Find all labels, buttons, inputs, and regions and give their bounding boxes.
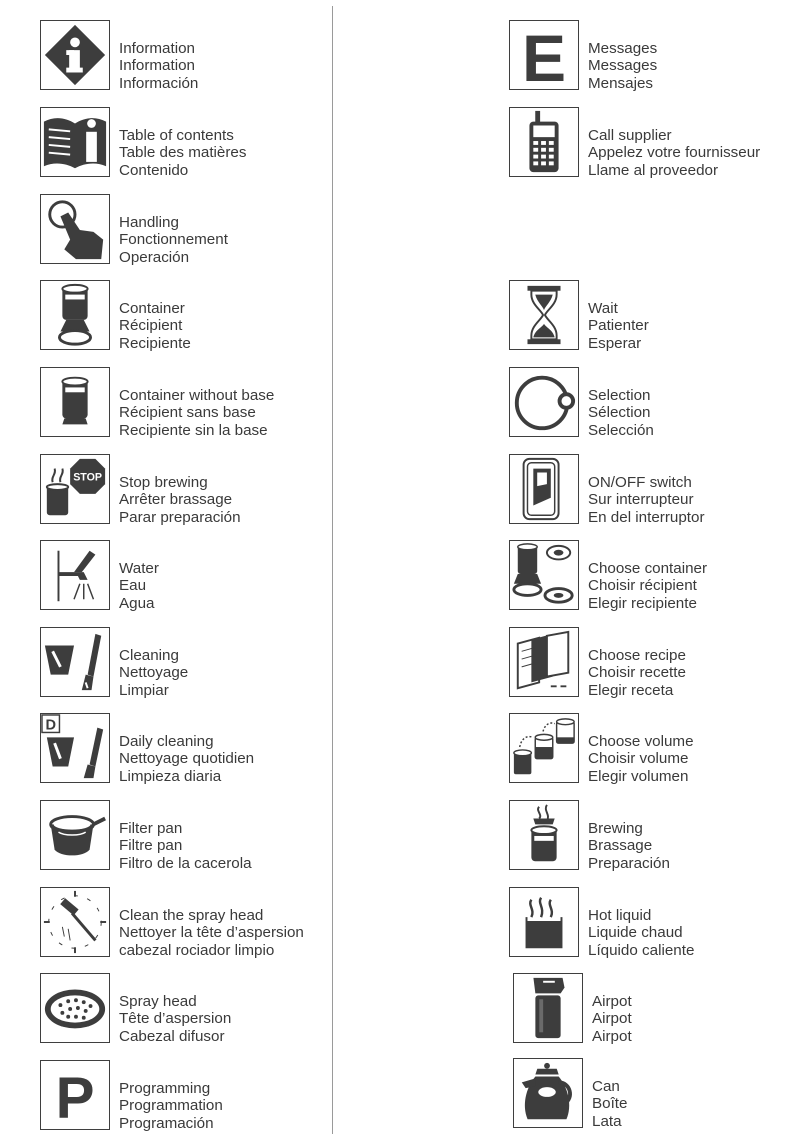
label-fr: Programmation [119,1097,223,1115]
cleaning-icon [40,627,110,697]
label-es: Esperar [588,334,642,352]
airpot-icon [513,973,583,1043]
label-es: Contenido [119,161,189,179]
legend-labels [119,993,231,1045]
stop-brewing-icon [40,454,110,524]
label-en: Wait [588,300,618,317]
legend-labels [119,40,198,92]
label-en: Choose volume [588,733,694,750]
label-es: Agua [119,594,155,612]
label-en: Messages [588,40,658,57]
label-fr: Nettoyage quotidien [119,750,255,768]
wait-icon [509,280,579,350]
label-fr: Choisir volume [588,750,689,768]
legend-labels [119,300,191,352]
label-en: Choose recipe [588,647,686,664]
daily-badge-text: D [45,717,56,734]
label-fr: Liquide chaud [588,924,683,942]
label-es: Limpiar [119,681,169,699]
legend-labels [588,127,760,179]
legend-labels [119,1080,223,1132]
label-es: Filtro de la cacerola [119,854,252,872]
label-en: Brewing [588,820,643,837]
label-fr: Patienter [588,317,649,335]
legend-labels [588,474,705,526]
label-fr: Table des matières [119,144,247,162]
call-supplier-icon [509,107,579,177]
messages-badge-text: E [521,21,567,89]
hot-liquid-icon [509,887,579,957]
label-es: Información [119,74,199,92]
label-fr: Messages [588,57,658,75]
label-fr: Eau [119,577,147,595]
label-en: Handling [119,214,179,231]
label-en: Selection [588,387,651,404]
label-es: Elegir receta [588,681,674,699]
programming-badge-text: P [55,1065,95,1129]
label-en: Daily cleaning [119,733,214,750]
label-en: Water [119,560,159,577]
programming-icon [40,1060,110,1130]
label-fr: Fonctionnement [119,231,228,249]
label-fr: Arrêter brassage [119,491,233,509]
label-es: En del interruptor [588,508,705,526]
label-fr: Tête d’aspersion [119,1010,232,1028]
label-fr: Filtre pan [119,837,183,855]
legend-labels [119,733,254,785]
label-en: Information [119,40,195,57]
legend-labels [588,40,657,92]
legend-labels [588,387,654,439]
legend-labels [119,647,188,699]
choose-volume-icon [509,713,579,783]
label-en: Clean the spray head [119,907,264,924]
choose-recipe-icon [509,627,579,697]
legend-labels [588,820,670,872]
legend-labels [119,907,304,959]
legend-labels [119,214,228,266]
label-es: Líquido caliente [588,941,695,959]
label-es: cabezal rociador limpio [119,941,275,959]
stop-sign-text: STOP [73,471,103,484]
label-en: Airpot [592,993,632,1010]
label-fr: Choisir récipient [588,577,697,595]
label-es: Preparación [588,854,670,872]
label-es: Airpot [592,1027,632,1045]
spray-head-icon [40,973,110,1043]
label-fr: Sur interrupteur [588,491,694,509]
legend-labels [588,560,707,612]
water-icon [40,540,110,610]
label-fr: Nettoyage [119,664,189,682]
label-en: Choose container [588,560,708,577]
label-fr: Appelez votre fournisseur [588,144,761,162]
label-es: Recipiente [119,334,191,352]
handling-icon [40,194,110,264]
filter-pan-icon [40,800,110,870]
choose-container-icon [509,540,579,610]
table-of-contents-icon [40,107,110,177]
label-es: Selección [588,421,654,439]
label-es: Elegir volumen [588,767,689,785]
daily-cleaning-icon [40,713,110,783]
label-fr: Choisir recette [588,664,686,682]
label-fr: Information [119,57,195,75]
label-es: Cabezal difusor [119,1027,225,1045]
legend-labels [588,300,649,352]
label-fr: Sélection [588,404,651,422]
legend-labels [119,387,274,439]
legend-labels [119,474,241,526]
column-divider [332,6,333,1134]
label-fr: Nettoyer la tête d’aspersion [119,924,304,942]
label-fr: Brassage [588,837,653,855]
legend-labels [119,127,246,179]
label-fr: Récipient [119,317,183,335]
selection-icon [509,367,579,437]
label-es: Recipiente sin la base [119,421,268,439]
clean-spray-head-icon [40,887,110,957]
label-es: Lata [592,1112,622,1130]
label-fr: Récipient sans base [119,404,256,422]
label-en: Spray head [119,993,197,1010]
brewing-icon [509,800,579,870]
label-en: Table of contents [119,127,234,144]
on-off-switch-icon [509,454,579,524]
label-fr: Boîte [592,1095,628,1113]
legend-labels [592,1078,627,1130]
label-en: Stop brewing [119,474,208,491]
label-en: Container without base [119,387,275,404]
messages-icon [509,20,579,90]
label-es: Mensajes [588,74,653,92]
container-without-base-icon [40,367,110,437]
label-es: Elegir recipiente [588,594,697,612]
label-en: ON/OFF switch [588,474,692,491]
label-en: Container [119,300,185,317]
label-es: Operación [119,248,190,266]
label-es: Limpieza diaria [119,767,222,785]
label-en: Can [592,1078,620,1095]
container-icon [40,280,110,350]
label-fr: Airpot [592,1010,632,1028]
label-es: Llame al proveedor [588,161,719,179]
label-es: Parar preparación [119,508,241,526]
legend-labels [119,820,252,872]
legend-labels [592,993,632,1045]
label-en: Hot liquid [588,907,652,924]
label-en: Filter pan [119,820,183,837]
can-icon [513,1058,583,1128]
label-en: Call supplier [588,127,672,144]
legend-labels [588,733,694,785]
label-en: Programming [119,1080,211,1097]
legend-labels [588,907,694,959]
legend-labels [119,560,159,612]
label-es: Programación [119,1114,214,1132]
label-en: Cleaning [119,647,179,664]
information-icon [40,20,110,90]
legend-labels [588,647,686,699]
